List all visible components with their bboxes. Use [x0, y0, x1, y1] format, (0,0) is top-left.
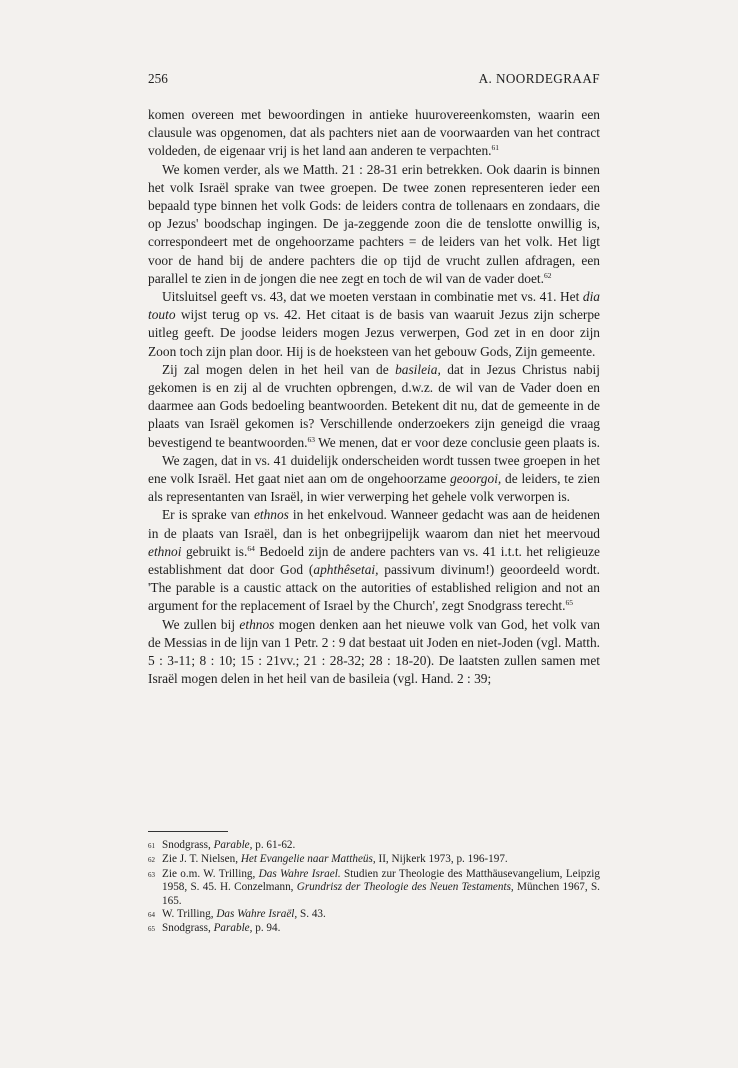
footnote-number: 65 [148, 925, 155, 934]
footnotes [148, 839, 600, 937]
running-header [148, 70, 600, 88]
footnote-number: 61 [148, 842, 155, 850]
footnote: 64 W. Trilling, Das Wahre Israël, S. 43. [148, 908, 600, 922]
footnote-number: 62 [148, 856, 155, 865]
footnote-ref[interactable]: 63 [307, 434, 316, 444]
paragraph: We komen verder, als we Matth. 21 : 28-31 erin betrekken. Ook daarin is binnen het volk Israël sprake van twee groepen. De twee zonen representeren ieder een bepaald type binnen het volk Gods: de leiders contra de tollenaars en zondaars, die op Jezus' boodschap ingingen. De ja-zeggende zoon die de tenslotte onwillig is, correspondeert met de ongehoorzame pachters = de leiders van het volk. Het ligt voor de hand bij de andere pachters die op tijd de vrucht zullen afdragen, een parallel te zien in de jongen die nee zegt en toch de wil van de vader doet.$^{62}$ [148, 161, 600, 286]
footnote-ref[interactable]: 62 [543, 270, 552, 280]
footnote: 62 Zie J. T. Nielsen, Het Evangelie naar Mattheüs, II, Nijkerk 1973, p. 196-197. [148, 853, 600, 867]
paragraph: Er is sprake van ethnos in het enkelvoud. Wanneer gedacht was aan de heidenen in de plaats van Israël, dan is het onbegrijpelijk waarom dan niet het meervoud ethnoi gebruikt is.$^{64}$ Bedoeld zijn de andere pachters van vs. 41 i.t.t. het religieuze establishment dat door God (aphthêsetai, passivum divinum!) geoordeeld wordt. 'The parable is a caustic attack on the autorities of established religion and not an argument for the replacement of Israel by the Church', zegt Snodgrass terecht.$^{65}$ [148, 507, 600, 614]
footnote-ref[interactable]: 61 [491, 143, 500, 153]
footnote: 63 Zie o.m. W. Trilling, Das Wahre Israel. Studien zur Theologie des Matthäusevangelium, Leipzig 1958, S. 45. H. Conzelmann, Grundrisz der Theologie des Neuen Testaments, München 1967, S. 165. [148, 867, 600, 907]
paragraph: Uitsluitsel geeft vs. 43, dat we moeten verstaan in combinatie met vs. 41. Het dia touto wijst terug op vs. 42. Het citaat is de basis van waaruit Jezus zijn scherpe uitleg geeft. De joodse leiders mogen Jezus verwerpen, God zet in en door zijn Zoon toch zijn plan door. Hij is de hoeksteen van het gebouw Gods, Zijn gemeente. [148, 289, 600, 359]
footnote-ref[interactable]: 65 [565, 598, 573, 608]
footnote-number: 64 [148, 911, 155, 920]
footnote: 61 Snodgrass, Parable, p. 61-62. [148, 839, 600, 853]
footnote: 65 Snodgrass, Parable, p. 94. [148, 922, 600, 936]
paragraph: Zij zal mogen delen in het heil van de basileia, dat in Jezus Christus nabij gekomen is en zij al de vruchten opbrengen, d.w.z. de wil van de Vader doen en daarmee aan Gods bedoeling beantwoorden. Betekent dit nu, dat de gemeente in de plaats van Israël gekomen is? Verschillende onderzoekers zijn geneigd die vraag bevestigend te beantwoorden.$^{63}$ We menen, dat er voor deze conclusie geen plaats is. [148, 361, 601, 450]
running-author: A. NOORDEGRAAF [478, 71, 600, 86]
paragraph: We zagen, dat in vs. 41 duidelijk onderscheiden wordt tussen twee groepen in het ene volk Israël. Het gaat niet aan om de ongehoorzame geoorgoi, de leiders, te zien als representanten van Israël, in wier verwerping het gehele volk verworpen is. [148, 452, 600, 505]
paragraph: We zullen bij ethnos mogen denken aan het nieuwe volk van God, het volk van de Messias in de lijn van 1 Petr. 2 : 9 dat bestaat uit Joden en niet-Joden (vgl. Matth. 5 : 3-11; 8 : 10; 15 : 21vv.; 21 : 28-32; 28 : 18-20). De laatsten zullen samen met Israël mogen delen in het heil van de basileia (vgl. Hand. 2 : 39; [148, 616, 600, 687]
footnote-ref[interactable]: 64 [247, 543, 255, 553]
footnote-divider [148, 831, 228, 832]
body-text [148, 106, 600, 689]
paragraph: komen overeen met bewoordingen in antieke huurovereenkomsten, waarin een clausule was opgenomen, dat als pachters niet aan de voorwaarden van het contract voldeden, de eigenaar vrij is het land aan anderen te verpachten.$^{61}$ [148, 107, 600, 159]
footnote-number: 63 [148, 870, 155, 879]
page-number: 256 [148, 71, 168, 86]
